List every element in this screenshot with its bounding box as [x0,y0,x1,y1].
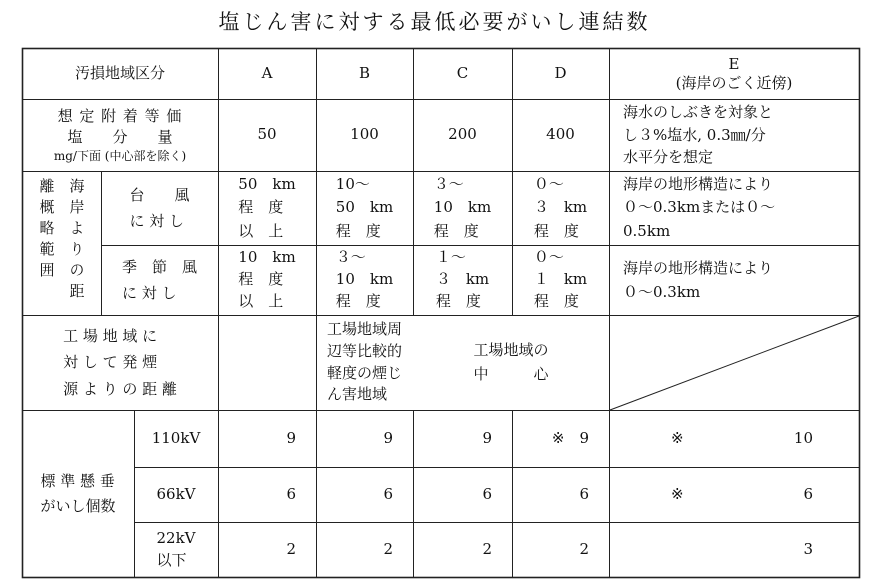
distance-group-label [22,171,101,315]
typhoon-row-label [101,171,218,245]
typhoon-b-value: 10～ 50 km 程 度 [335,175,394,240]
count-66kv-a-value: 6 [286,484,296,503]
header-c [413,48,512,99]
seasonal-row-label [101,245,218,315]
factory-b [316,315,413,410]
factory-row-label [22,315,218,410]
typhoon-label-text: 台 風 に 対 し [129,185,190,230]
salt-e-value: 海水のしぶきを対象と し３%塩水, 0.3㎜/分 水平分を想定 [623,103,774,167]
seasonal-a-value: 10 km 程 度 以 上 [238,248,296,310]
count-66kv-e-mark: ※ [671,484,684,503]
typhoon-b [316,171,413,245]
header-e-text: E [728,54,740,73]
salt-c-value: 200 [448,125,477,144]
count-110kv-b [316,410,413,467]
count-66kv-e-value: 6 [803,484,813,503]
salt-label-line1: 想 定 附 着 等 価 [57,106,183,125]
insulator-group-label [22,410,134,578]
count-22kv-e-value: 3 [803,540,813,559]
count-110kv-a [218,410,316,467]
header-area-class [22,48,218,99]
header-b-text: B [358,63,371,82]
count-110kv-e [609,410,859,467]
count-110kv-d [512,410,609,467]
seasonal-c-value: １～ ３ km 程 度 [435,248,490,310]
count-66kv-d [512,467,609,522]
page-title: 塩じん害に対する最低必要がいし連結数 [218,10,651,34]
count-66kv-c [413,467,512,522]
count-22kv-a-value: 2 [286,540,296,559]
header-area-class-text: 汚損地域区分 [74,63,165,82]
count-66kv-b-value: 6 [383,484,393,503]
factory-b-text: 工場地域周 辺等比較的 軽度の煙じ ん害地域 [326,320,402,404]
typhoon-d-value: ０～ ３ km 程 度 [533,175,588,240]
count-66kv-b [316,467,413,522]
factory-cd [413,315,609,410]
count-22kv-c-value: 2 [482,540,492,559]
typhoon-a-value: 50 km 程 度 以 上 [238,175,296,240]
seasonal-d-value: ０～ １ km 程 度 [533,248,588,310]
salt-a [218,99,316,171]
count-110kv-b-value: 9 [383,428,393,447]
header-b [316,48,413,99]
typhoon-a [218,171,316,245]
header-e-subtext: (海岸のごく近傍) [675,73,793,92]
count-22kv-d [512,522,609,578]
count-66kv-c-value: 6 [482,484,492,503]
factory-label-text: 工 場 地 域 に 対 し て 発 煙 源 よ り の 距 離 [63,327,177,398]
salt-row-label [22,99,218,171]
typhoon-c-value: ３～ 10 km 程 度 [433,175,492,240]
count-22kv-c [413,522,512,578]
salt-b [316,99,413,171]
header-a [218,48,316,99]
salt-d-value: 400 [546,125,575,144]
salt-label-line2: 塩 分 量 [67,127,173,146]
count-110kv-a-value: 9 [286,428,296,447]
typhoon-c [413,171,512,245]
header-a-text: A [261,63,273,82]
typhoon-e [609,171,859,245]
distance-group-text: 海岸よりの距離概略範囲 [37,178,86,304]
count-66kv-e [609,467,859,522]
seasonal-e [609,245,859,315]
voltage-22kv-label: 22kV 以下 [156,529,196,569]
count-22kv-d-value: 2 [579,540,589,559]
voltage-66kv [134,467,218,522]
count-110kv-d-value: ※ 9 [551,428,589,447]
count-110kv-e-mark: ※ [671,428,684,447]
seasonal-a [218,245,316,315]
voltage-110kv-label: 110kV [151,428,201,447]
header-c-text: C [456,63,469,82]
seasonal-c [413,245,512,315]
seasonal-e-value: 海岸の地形構造により ０～0.3km [623,259,774,301]
count-66kv-d-value: 6 [579,484,589,503]
count-110kv-c-value: 9 [482,428,492,447]
factory-cd-text: 工場地域の 中 心 [473,341,549,383]
header-e [609,48,859,99]
voltage-22kv [134,522,218,578]
salt-label-unit: mg/下面 (中心部を除く) [53,148,187,163]
count-22kv-a [218,522,316,578]
seasonal-b-value: ３～ 10 km 程 度 [335,248,394,310]
seasonal-b [316,245,413,315]
salt-c [413,99,512,171]
voltage-66kv-label: 66kV [156,484,196,503]
salt-d [512,99,609,171]
typhoon-e-value: 海岸の地形構造により ０～0.3kmまたは０～ 0.5km [623,175,776,240]
insulator-group-text: 標 準 懸 垂 がいし個数 [40,471,116,515]
count-66kv-a [218,467,316,522]
voltage-110kv [134,410,218,467]
count-110kv-c [413,410,512,467]
salt-b-value: 100 [350,125,379,144]
seasonal-label-text: 季 節 風 に 対 し [121,257,197,302]
seasonal-d [512,245,609,315]
count-110kv-e-value: 10 [793,428,813,447]
count-22kv-b [316,522,413,578]
count-22kv-e [609,522,859,578]
header-d-text: D [554,63,567,82]
salt-a-value: 50 [257,125,277,144]
count-22kv-b-value: 2 [383,540,393,559]
header-d [512,48,609,99]
typhoon-d [512,171,609,245]
salt-e [609,99,859,171]
